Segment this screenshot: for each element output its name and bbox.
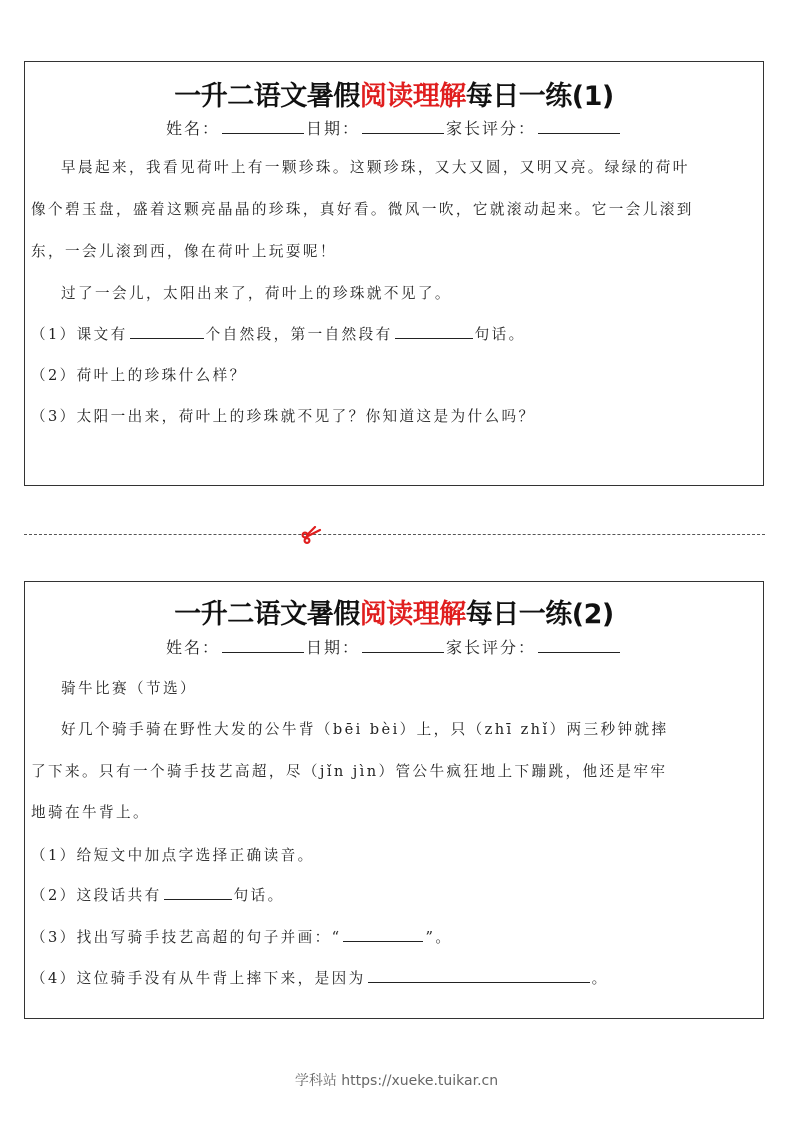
scissors-icon [300,526,322,544]
passage-line: 过了一会儿，太阳出来了，荷叶上的珍珠就不见了。 [61,285,452,302]
question-4 [31,967,757,988]
parent-score-field[interactable] [538,651,620,653]
passage-line: 早晨起来，我看见荷叶上有一颗珍珠。这颗珍珠，又大又圆，又明又亮。绿绿的荷叶 [61,159,690,176]
name-label: 姓名： [165,119,220,138]
student-info-row [25,116,763,139]
exercise-1-title [25,74,763,113]
question-1: （1）给短文中加点字选择正确读音。 [31,847,315,864]
title-suffix: 每日一练(1) [465,81,614,112]
question-text: 句话。 [233,887,285,904]
footer-watermark: 学科站 https://xueke.tuikar.cn [294,1073,499,1089]
parent-score-label: 家长评分： [446,119,537,138]
question-1 [31,323,757,344]
question-text: 个自然段，第一自然段有 [205,326,393,343]
parent-score-label: 家长评分： [446,638,537,657]
answer-blank[interactable] [395,337,473,339]
title-highlight: 阅读理解 [359,599,466,630]
question-3: （3）太阳一出来，荷叶上的珍珠就不见了？你知道这是为什么吗？ [31,408,536,425]
answer-blank[interactable] [164,898,232,900]
answer-blank[interactable] [368,981,590,983]
question-3 [31,926,757,947]
date-label: 日期： [305,119,360,138]
answer-blank[interactable] [130,337,204,339]
student-info-row [25,635,763,658]
date-field[interactable] [362,132,444,134]
question-text: （1）课文有 [31,326,128,343]
question-text: 。 [591,970,609,987]
question-text: ”。 [425,929,453,946]
passage-line: 东，一会儿滚到西，像在荷叶上玩耍呢！ [31,243,337,260]
question-text: 句话。 [474,326,526,343]
name-label: 姓名： [165,638,220,657]
title-suffix: 每日一练(2) [465,599,614,630]
title-prefix: 一升二语文暑假 [174,599,360,630]
passage-title: 骑牛比赛（节选） [61,680,197,697]
name-field[interactable] [222,651,304,653]
passage-line: 了下来。只有一个骑手技艺高超，尽（jǐn jìn）管公牛疯狂地上下蹦跳，他还是牢牢 [31,763,668,780]
answer-blank[interactable] [343,940,423,942]
question-text: （2）这段话共有 [31,887,162,904]
title-prefix: 一升二语文暑假 [174,81,360,112]
cut-line [24,534,765,535]
question-2: （2）荷叶上的珍珠什么样？ [31,367,247,384]
exercise-card-1 [24,61,764,486]
exercise-2-title [25,592,763,631]
date-label: 日期： [305,638,360,657]
parent-score-field[interactable] [538,132,620,134]
question-text: （4）这位骑手没有从牛背上摔下来，是因为 [31,970,366,987]
name-field[interactable] [222,132,304,134]
date-field[interactable] [362,651,444,653]
passage-line: 好几个骑手骑在野性大发的公牛背（bēi bèi）上，只（zhī zhǐ）两三秒钟就摔 [61,721,669,738]
question-text: （3）找出写骑手技艺高超的句子并画：“ [31,929,342,946]
question-2 [31,884,757,905]
exercise-card-2 [24,581,764,1019]
passage-line: 地骑在牛背上。 [31,804,150,821]
passage-line: 像个碧玉盘，盛着这颗亮晶晶的珍珠，真好看。微风一吹，它就滚动起来。它一会儿滚到 [31,201,694,218]
title-highlight: 阅读理解 [359,81,466,112]
